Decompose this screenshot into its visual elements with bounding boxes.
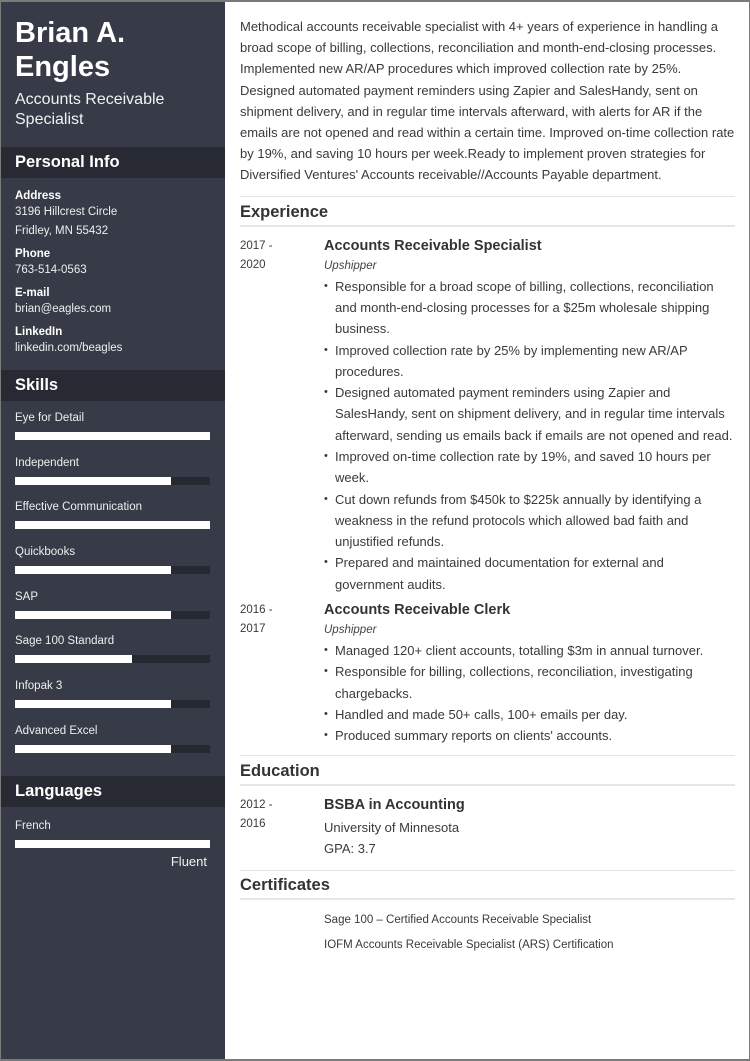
gpa: GPA: 3.7 xyxy=(324,840,376,856)
education-entry xyxy=(240,796,735,871)
bullet-item: • Designed automated payment reminders using Zapier and SalesHandy, sent on shipment delivery, and in regular time intervals afterward, sending us emails back if emails are not opened and read. xyxy=(324,382,735,446)
skill-name: Independent xyxy=(15,456,79,469)
certificate-item: Sage 100 – Certified Accounts Receivable Specialist xyxy=(324,913,592,926)
skill-bar-fill xyxy=(15,566,171,574)
skill-item xyxy=(1,411,225,456)
bullet-item: • Handled and made 50+ calls, 100+ emails per day. xyxy=(324,704,735,725)
address-line-2: Fridley, MN 55432 xyxy=(15,225,109,237)
company-name: Upshipper xyxy=(324,624,377,637)
date-end: 2016 xyxy=(240,817,266,830)
degree: BSBA in Accounting xyxy=(324,796,465,813)
education-heading: Education xyxy=(240,756,735,786)
candidate-name xyxy=(1,2,225,84)
candidate-title xyxy=(1,84,225,130)
skill-bar-fill xyxy=(15,655,132,663)
skill-name: Infopak 3 xyxy=(15,680,63,693)
company-name: Upshipper xyxy=(324,259,377,272)
skill-bar xyxy=(15,566,210,574)
personal-info-heading: Personal Info xyxy=(1,147,225,178)
email-label: E-mail xyxy=(15,287,50,299)
personal-info xyxy=(1,178,225,370)
skill-item xyxy=(1,545,225,590)
skill-bar xyxy=(15,477,210,485)
skill-bar-fill xyxy=(15,700,171,708)
job-bullets xyxy=(324,640,735,746)
certificate-item: IOFM Accounts Receivable Specialist (ARS) Certification xyxy=(324,938,614,951)
education-body xyxy=(324,796,735,859)
bullet-item: • Responsible for billing, collections, reconciliation, investigating chargebacks. xyxy=(324,661,735,704)
job-entry xyxy=(240,601,735,746)
certificates-heading: Certificates xyxy=(240,871,735,900)
name-line-2: Engles xyxy=(15,51,111,83)
skill-item xyxy=(1,456,225,501)
skill-name: Effective Communication xyxy=(15,501,142,514)
skill-item xyxy=(1,679,225,724)
language-bar xyxy=(15,840,210,848)
job-entry xyxy=(240,237,735,595)
date-end: 2020 xyxy=(240,258,266,271)
job-body xyxy=(324,237,735,595)
main-content xyxy=(225,2,749,1059)
job-dates xyxy=(240,601,324,746)
bullet-item: • Managed 120+ client accounts, totalling $3m in annual turnover. xyxy=(324,640,735,661)
language-level: Fluent xyxy=(170,853,207,869)
school-name: University of Minnesota xyxy=(324,819,460,835)
certificates-list xyxy=(240,900,735,958)
skill-bar xyxy=(15,611,210,619)
skill-bar xyxy=(15,745,210,753)
bullet-item: • Prepared and maintained documentation for external and government audits. xyxy=(324,552,735,595)
skill-bar xyxy=(15,432,210,440)
address-line-1: 3196 Hillcrest Circle xyxy=(15,206,118,218)
skill-item xyxy=(1,590,225,635)
job-dates xyxy=(240,237,324,595)
skill-item xyxy=(1,500,225,545)
skill-bar-fill xyxy=(15,521,210,529)
skill-bar-fill xyxy=(15,745,171,753)
date-end: 2017 xyxy=(240,623,266,636)
linkedin-label: LinkedIn xyxy=(15,326,63,338)
skill-name: Sage 100 Standard xyxy=(15,635,115,648)
linkedin-value[interactable]: linkedin.com/beagles xyxy=(15,342,123,354)
skill-bar-fill xyxy=(15,477,171,485)
skill-name: Quickbooks xyxy=(15,546,76,559)
skills-list xyxy=(1,401,225,769)
profile-summary: Methodical accounts receivable specialist with 4+ years of experience in handling a broad scope of billing, collections, reconciliation and month-end-closing processes. Implemented new AR/AP procedures which improved collection rate by 25%. Designed automated payment reminders using Zapier and SalesHandy, sent on shipment delivery, and in regular time intervals afterward, with alerts for AR if the emails are not opened and read within a certain time. Improved on-time collection rate by 19%, and saving 10 hours per week.Ready to implement proven strategies for Diversified Ventures' Accounts receivable//Accounts Payable department. xyxy=(240,16,735,197)
date-start: 2017 - xyxy=(240,239,273,252)
skill-item xyxy=(1,724,225,769)
job-title: Accounts Receivable Specialist xyxy=(324,237,542,254)
address-label: Address xyxy=(15,190,62,202)
title-line-2: Specialist xyxy=(15,111,84,128)
language-item xyxy=(1,807,225,869)
languages-heading: Languages xyxy=(1,776,225,807)
job-bullets xyxy=(324,276,735,595)
education-dates xyxy=(240,796,324,859)
experience-heading: Experience xyxy=(240,197,735,227)
skills-heading: Skills xyxy=(1,370,225,401)
bullet-item: • Responsible for a broad scope of billing, collections, reconciliation and month-end-closing processes for a $25m wholesale shipping business. xyxy=(324,276,735,340)
bullet-item: • Improved on-time collection rate by 19%, and saved 10 hours per week. xyxy=(324,446,735,489)
skill-bar-fill xyxy=(15,432,210,440)
education-section xyxy=(240,755,735,871)
skill-name: SAP xyxy=(15,590,39,603)
skill-bar xyxy=(15,521,210,529)
phone-label: Phone xyxy=(15,248,51,260)
language-bar-fill xyxy=(15,840,210,848)
skill-bar xyxy=(15,655,210,663)
sidebar xyxy=(1,2,225,1059)
language-name: French xyxy=(15,819,51,832)
bullet-item: • Cut down refunds from $450k to $225k annually by identifying a weakness in the refund protocols which allowed bad faith and unjustified refunds. xyxy=(324,489,735,553)
name-line-1: Brian A. xyxy=(15,17,126,49)
date-start: 2016 - xyxy=(240,604,273,617)
bullet-item: • Produced summary reports on clients' accounts. xyxy=(324,725,735,746)
email-value[interactable]: brian@eagles.com xyxy=(15,303,112,315)
date-start: 2012 - xyxy=(240,798,273,811)
title-line-1: Accounts Receivable xyxy=(15,91,165,108)
job-body xyxy=(324,601,735,746)
job-title: Accounts Receivable Clerk xyxy=(324,602,511,619)
skill-bar-fill xyxy=(15,611,171,619)
skill-name: Eye for Detail xyxy=(15,412,85,424)
bullet-item: • Improved collection rate by 25% by implementing new AR/AP procedures. xyxy=(324,340,735,383)
skill-name: Advanced Excel xyxy=(15,724,98,737)
skill-item xyxy=(1,634,225,679)
phone-value: 763-514-0563 xyxy=(15,264,87,276)
skill-bar xyxy=(15,700,210,708)
address-value xyxy=(15,203,211,241)
